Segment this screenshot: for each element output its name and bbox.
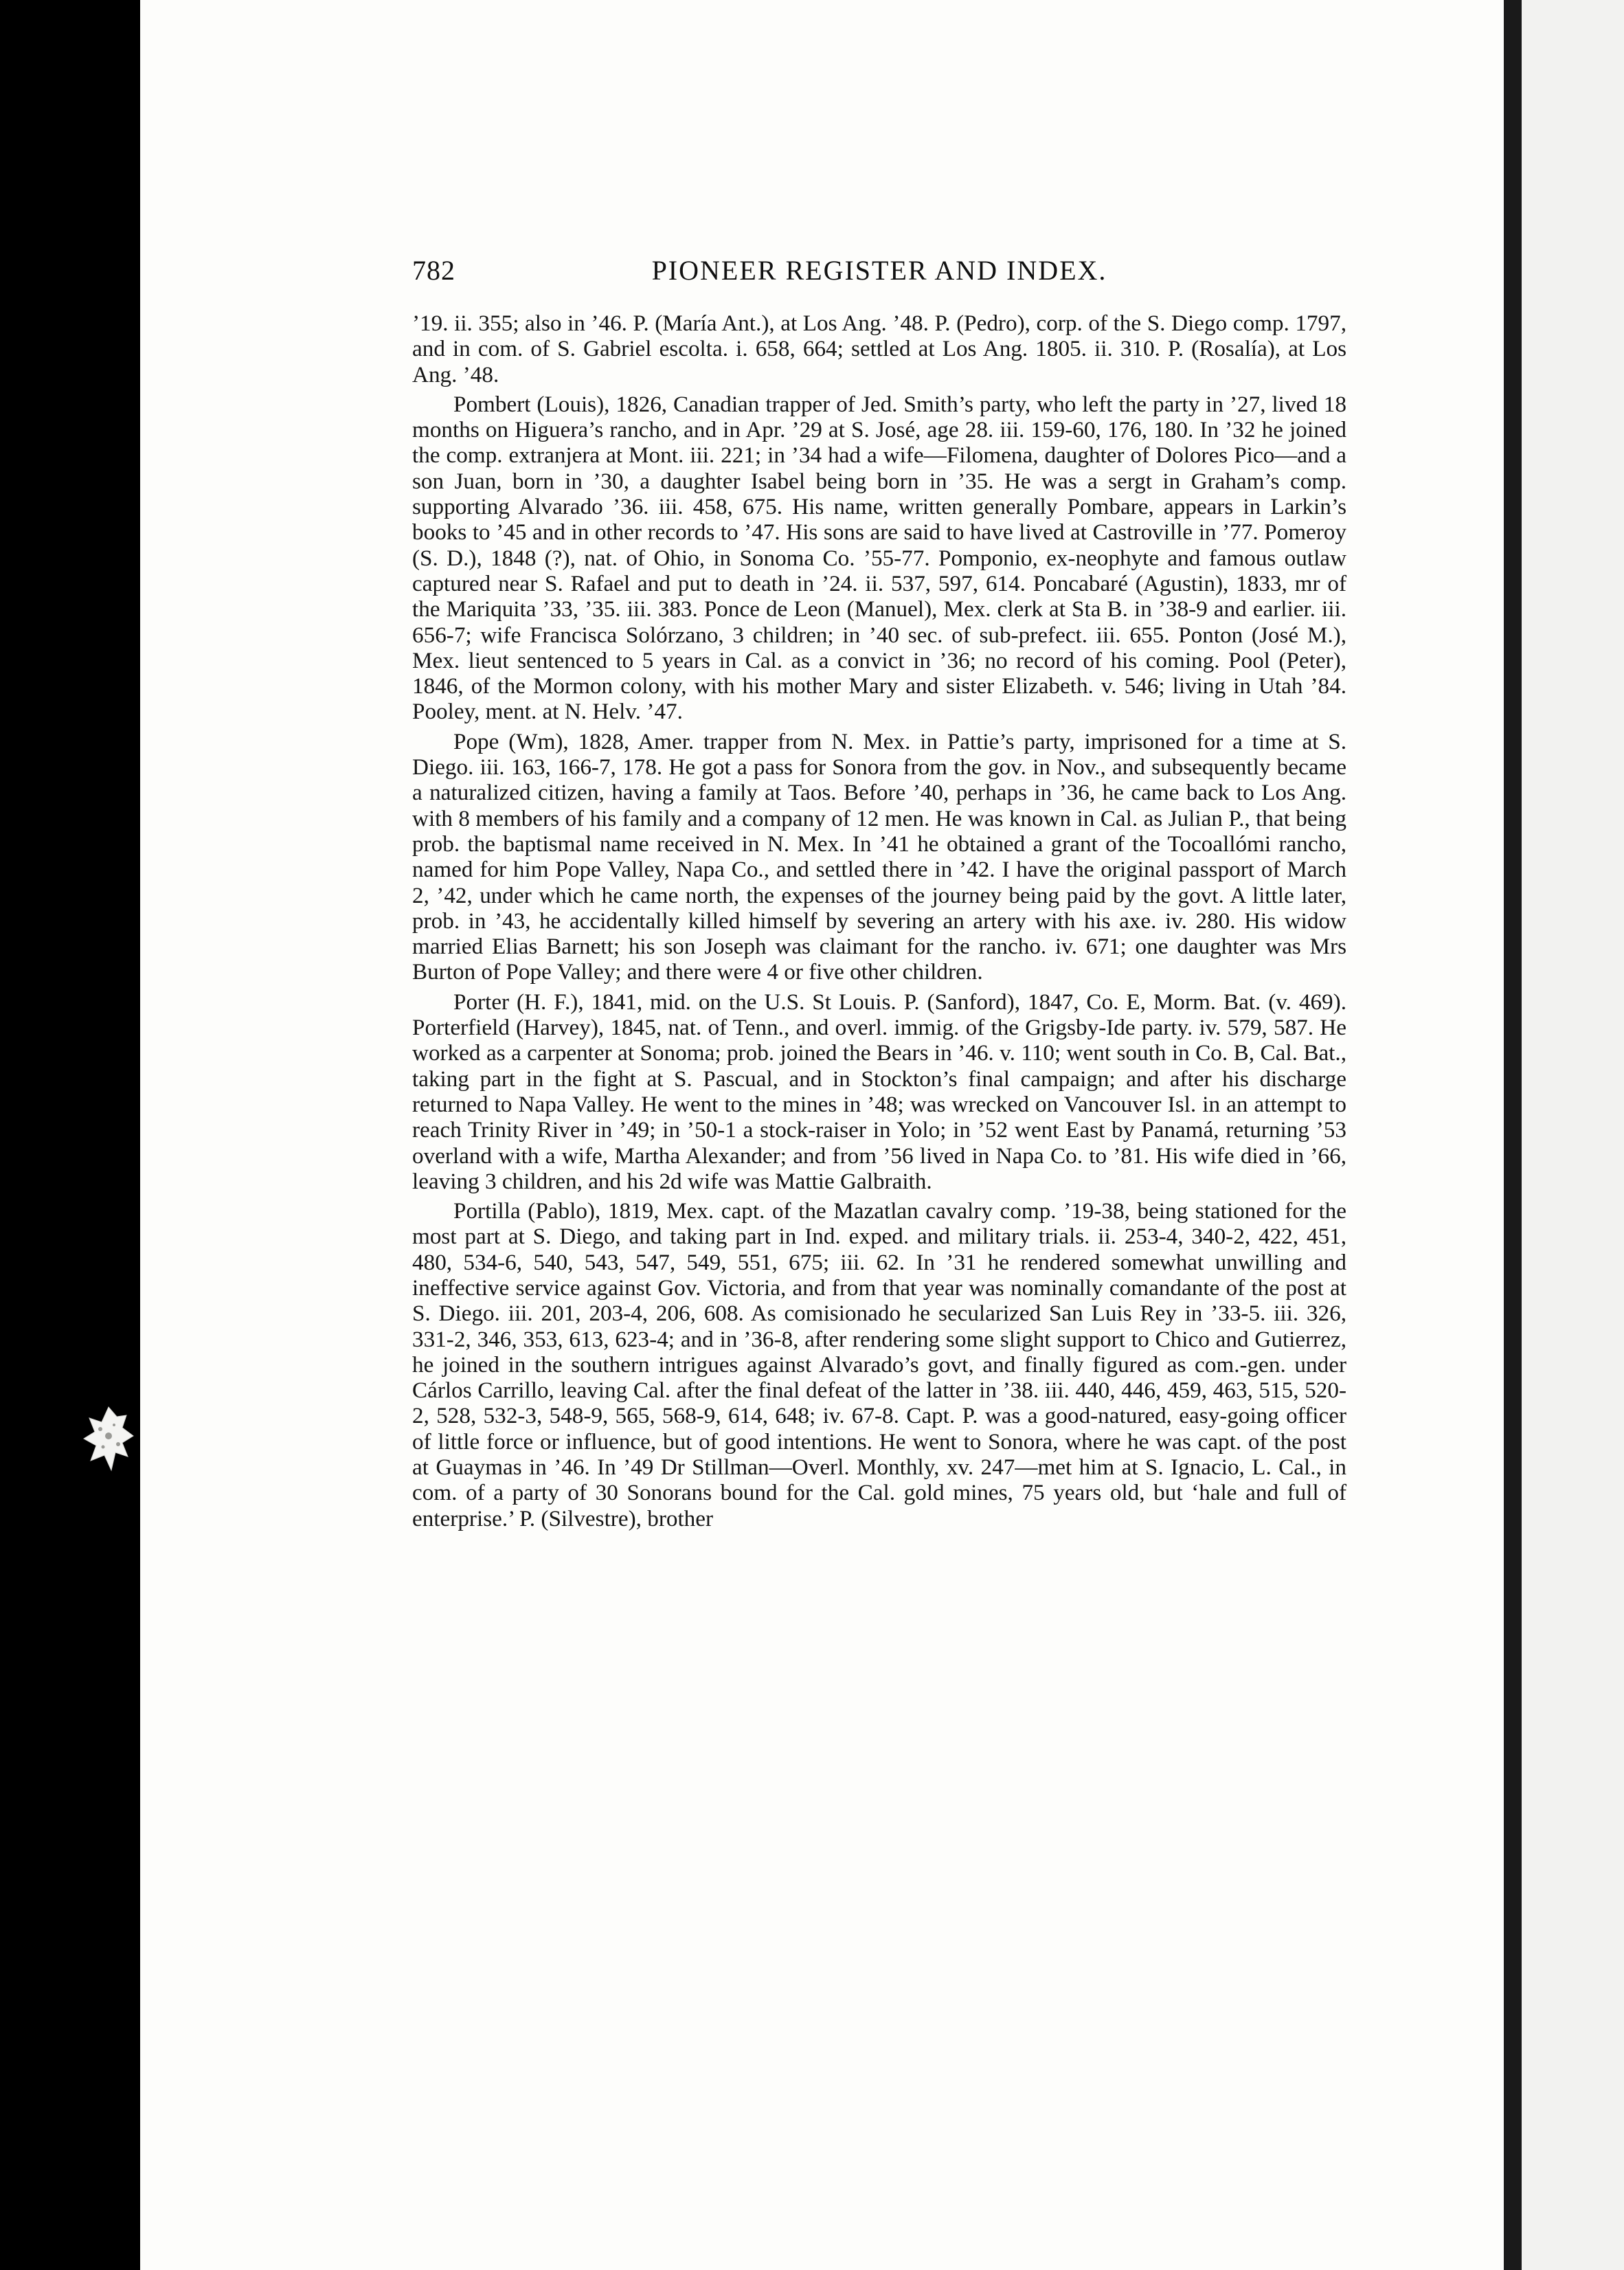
page-header xyxy=(412,254,1346,295)
page-edge-shadow xyxy=(1504,0,1522,2270)
binding-stain-mark xyxy=(81,1402,136,1477)
entry-continuation: ’19. ii. 355; also in ’46. P. (María Ant.), at Los Ang. ’48. P. (Pedro), corp. of the S. Diego comp. 1797, and in com. of S. Gabriel escolta. i. 658, 664; settled at Los Ang. 1805. ii. 310. P. (Rosalía), at Los Ang. ’48. xyxy=(412,311,1346,387)
adjacent-page-margin xyxy=(1522,0,1624,2270)
entry-portilla: Portilla (Pablo), 1819, Mex. capt. of the Mazatlan cavalry comp. ’19-38, being stationed for the most part at S. Diego, and taking part in Ind. exped. and military trials. ii. 253-4, 340-2, 422, 451, 480, 534-6, 540, 543, 547, 549, 551, 675; iii. 62. In ’31 he rendered somewhat unwilling and ineffective service against Gov. Victoria, and from that year was nominally comandante of the post at S. Diego. iii. 201, 203-4, 206, 608. As comisionado he secularized San Luis Rey in ’33-5. iii. 326, 331-2, 346, 353, 613, 623-4; and in ’36-8, after rendering some slight support to Chico and Gutierrez, he joined in the southern intrigues against Alvarado’s govt, and finally figured as com.-gen. under Cárlos Carrillo, leaving Cal. after the final defeat of the latter in ’38. iii. 440, 446, 459, 463, 515, 520-2, 528, 532-3, 548-9, 565, 568-9, 614, 648; iv. 67-8. Capt. P. was a good-natured, easy-going officer of little force or influence, but of good intentions. He went to Sonora, where he was capt. of the post at Guaymas in ’46. In ’49 Dr Stillman—Overl. Monthly, xv. 247—met him at S. Ignacio, L. Cal., in com. of a party of 30 Sonorans bound for the Cal. gold mines, 75 years old, but ‘hale and full of enterprise.’ P. (Silvestre), brother xyxy=(412,1198,1346,1531)
page-number: 782 xyxy=(412,255,455,286)
register-text xyxy=(412,311,1346,1536)
entry-porter: Porter (H. F.), 1841, mid. on the U.S. St Louis. P. (Sanford), 1847, Co. E, Morm. Bat. (v. 469). Porterfield (Harvey), 1845, nat. of Tenn., and overl. immig. of the Grigsby-Ide party. iv. 579, 587. He worked as a carpenter at Sonoma; prob. joined the Bears in ’46. v. 110; went south in Co. B, Cal. Bat., taking part in the fight at S. Pascual, and in Stockton’s final campaign; and after his discharge returned to Napa Valley. He went to the mines in ’48; was wrecked on Vancouver Isl. in an attempt to reach Trinity River in ’49; in ’50-1 a stock-raiser in Yolo; in ’52 went East by Panamá, returning ’53 overland with a wife, Martha Alexander; and from ’56 lived in Napa Co. to ’81. His wife died in ’66, leaving 3 children, and his 2d wife was Mattie Galbraith. xyxy=(412,989,1346,1194)
running-head: PIONEER REGISTER AND INDEX. xyxy=(651,255,1107,286)
entry-pombert: Pombert (Louis), 1826, Canadian trapper of Jed. Smith’s party, who left the party in ’27, lived 18 months on Higuera’s rancho, and in Apr. ’29 at S. José, age 28. iii. 159-60, 176, 180. In ’32 he joined the comp. extranjera at Mont. iii. 221; in ’34 had a wife—Filomena, daughter of Dolores Pico—and a son Juan, born in ’30, a daughter Isabel being born in ’35. He was a sergt in Graham’s comp. supporting Alvarado ’36. iii. 458, 675. His name, written generally Pombare, appears in Larkin’s books to ’45 and in other records to ’47. His sons are said to have lived at Castroville in ’77. Pomeroy (S. D.), 1848 (?), nat. of Ohio, in Sonoma Co. ’55-77. Pomponio, ex-neophyte and famous outlaw captured near S. Rafael and put to death in ’24. ii. 537, 597, 614. Poncabaré (Agustin), 1833, mr of the Mariquita ’33, ’35. iii. 383. Ponce de Leon (Manuel), Mex. clerk at Sta B. in ’38-9 and earlier. iii. 656-7; wife Francisca Solórzano, 3 children; in ’40 sec. of sub-prefect. iii. 655. Ponton (José M.), Mex. lieut sentenced to 5 years in Cal. as a convict in ’36; no record of his coming. Pool (Peter), 1846, of the Mormon colony, with his mother Mary and sister Elizabeth. v. 546; living in Utah ’84. Pooley, ment. at N. Helv. ’47. xyxy=(412,391,1346,725)
entry-pope: Pope (Wm), 1828, Amer. trapper from N. Mex. in Pattie’s party, imprisoned for a time at S. Diego. iii. 163, 166-7, 178. He got a pass for Sonora from the gov. in Nov., and subsequently became a naturalized citizen, having a family at Taos. Before ’40, perhaps in ’36, he came back to Los Ang. with 8 members of his family and a company of 12 men. He was known in Cal. as Julian P., that being prob. the baptismal name received in N. Mex. In ’41 he obtained a grant of the Tocoallómi rancho, named for him Pope Valley, Napa Co., and settled there in ’42. I have the original passport of March 2, ’42, under which he came north, the expenses of the journey being paid by the govt. A little later, prob. in ’43, he accidentally killed himself by severing an artery with his axe. iv. 280. His widow married Elias Barnett; his son Joseph was claimant for the rancho. iv. 671; one daughter was Mrs Burton of Pope Valley; and there were 4 or five other children. xyxy=(412,728,1346,985)
